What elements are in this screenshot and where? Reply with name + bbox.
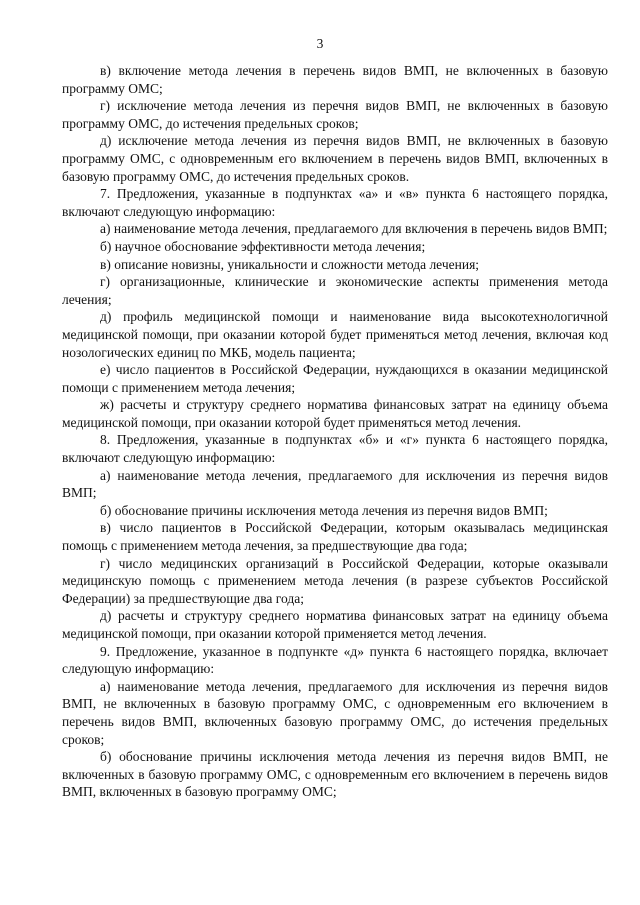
paragraph: е) число пациентов в Российской Федерации, нуждающихся в оказании медицинской помощи с применением метода лечения;	[62, 362, 608, 395]
paragraph: г) организационные, клинические и экономические аспекты применения метода лечения;	[62, 274, 608, 307]
paragraph: г) число медицинских организаций в Российской Федерации, которые оказывали медицинскую помощь с применением метода лечения (в разрезе субъектов Российской Федерации) за предшествующие два года;	[62, 555, 608, 606]
paragraph: 7. Предложения, указанные в подпунктах «а» и «в» пункта 6 настоящего порядка, включают следующую информацию:	[62, 186, 608, 219]
paragraph: д) исключение метода лечения из перечня видов ВМП, не включенных в базовую программу ОМС, с одновременным его включением в перечень видов ВМП, включенных в базовую программу ОМС, до истечения предельных сроков.	[62, 133, 608, 184]
paragraph: в) включение метода лечения в перечень видов ВМП, не включенных в базовую программу ОМС;	[62, 63, 608, 96]
paragraph: д) профиль медицинской помощи и наименование вида высокотехнологичной медицинской помощи, при оказании которой будет применяться метод лечения, включая код нозологических единиц по МКБ, модель пациента;	[62, 309, 608, 360]
paragraph: 8. Предложения, указанные в подпунктах «б» и «г» пункта 6 настоящего порядка, включают следующую информацию:	[62, 432, 608, 466]
document-body	[62, 62, 608, 801]
paragraph: 9. Предложение, указанное в подпункте «д» пункта 6 настоящего порядка, включает следующую информацию:	[62, 643, 608, 677]
paragraph: в) число пациентов в Российской Федерации, которым оказывалась медицинская помощь с применением метода лечения, за предшествующие два года;	[62, 520, 608, 554]
paragraph: б) обоснование причины исключения метода лечения из перечня видов ВМП;	[100, 502, 548, 518]
paragraph: б) обоснование причины исключения метода лечения из перечня видов ВМП, не включенных в базовую программу ОМС, с одновременным его включением в перечень видов ВМП, включенных в базовую программу ОМС;	[62, 749, 608, 800]
paragraph: а) наименование метода лечения, предлагаемого для исключения из перечня видов ВМП, не включенных в базовую программу ОМС, с одновременным его включением в перечень видов ВМП, включенных базовую программу ОМС, до истечения предельных сроков;	[62, 678, 608, 747]
page-number: 3	[316, 36, 324, 51]
paragraph: г) исключение метода лечения из перечня видов ВМП, не включенных в базовую программу ОМС, до истечения предельных сроков;	[62, 98, 608, 131]
paragraph: а) наименование метода лечения, предлагаемого для включения в перечень видов ВМП;	[100, 221, 608, 237]
paragraph: д) расчеты и структуру среднего норматива финансовых затрат на единицу объема медицинской помощи, при оказании которой применяется метод лечения.	[62, 608, 608, 641]
paragraph: в) описание новизны, уникальности и сложности метода лечения;	[100, 256, 480, 272]
paragraph: б) научное обоснование эффективности метода лечения;	[100, 238, 426, 254]
paragraph: ж) расчеты и структуру среднего норматива финансовых затрат на единицу объема медицинской помощи, при оказании которой будет применяться метод лечения.	[62, 397, 608, 430]
paragraph: а) наименование метода лечения, предлагаемого для исключения из перечня видов ВМП;	[62, 467, 608, 501]
